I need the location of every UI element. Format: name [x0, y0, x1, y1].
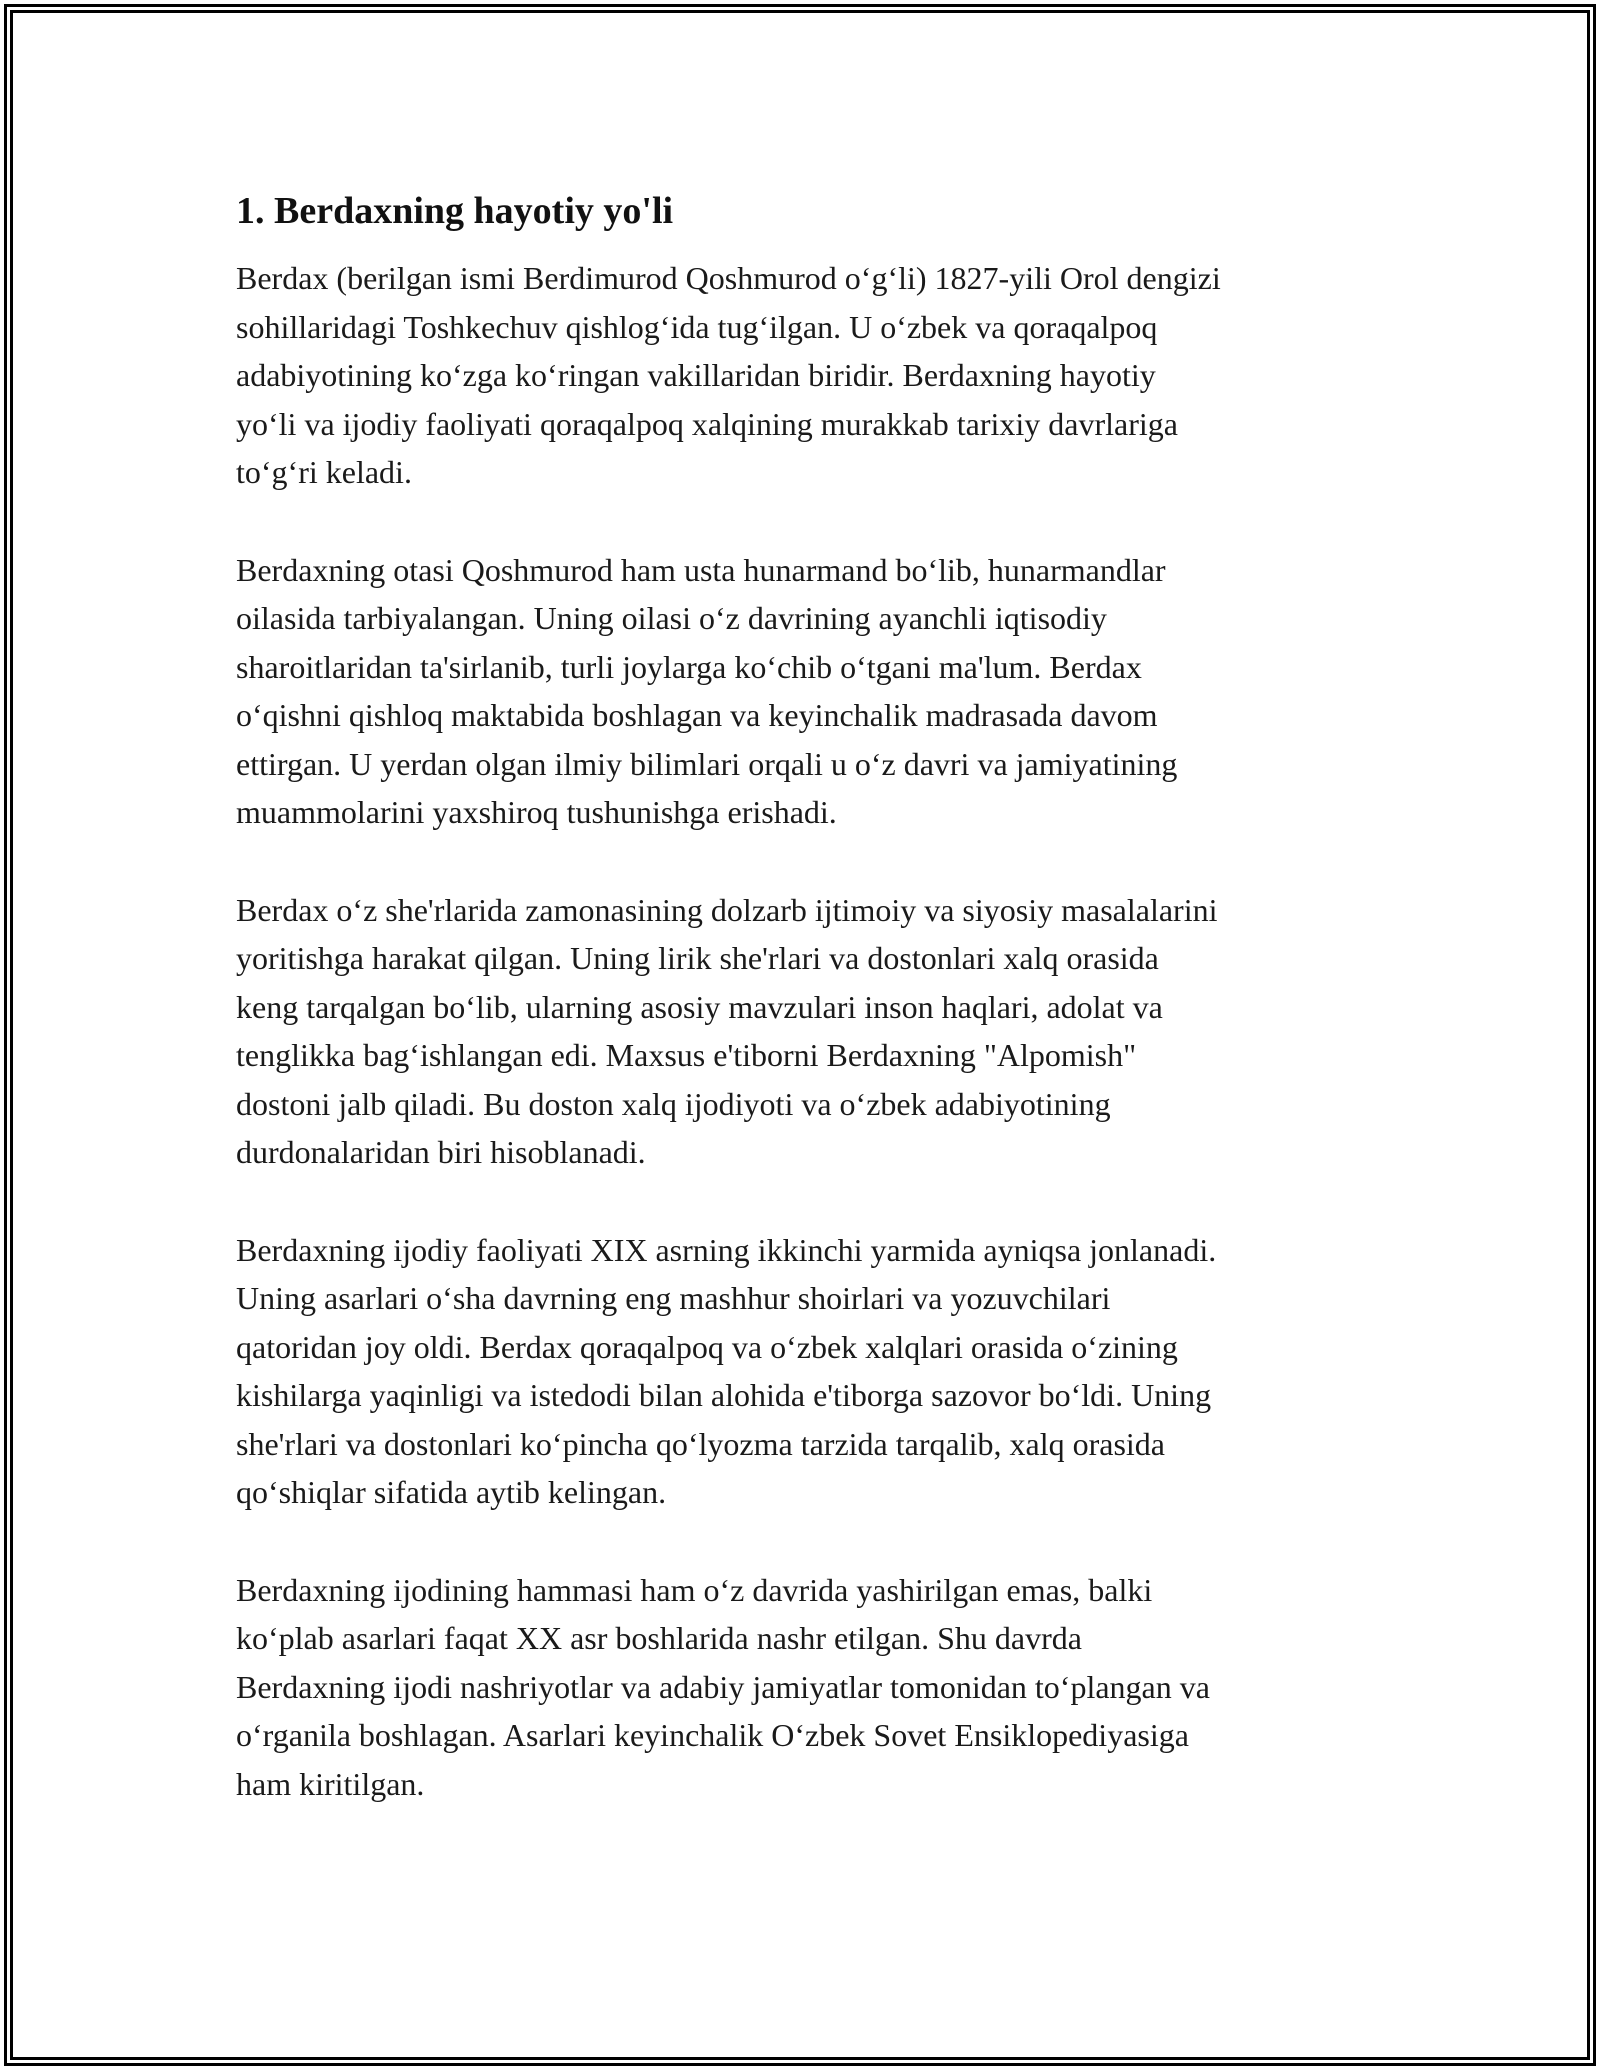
text-line: ettirgan. U yerdan olgan ilmiy bilimlari orqali u o‘z davri va jamiyatining: [236, 745, 1178, 782]
text-line: dostoni jalb qiladi. Bu doston xalq ijodiyoti va o‘zbek adabiyotining: [236, 1085, 1111, 1122]
text-line: qatoridan joy oldi. Berdax qoraqalpoq va o‘zbek xalqlari orasida o‘zining: [236, 1328, 1178, 1365]
text-line: qo‘shiqlar sifatida aytib kelingan.: [236, 1474, 667, 1510]
text-line: durdonalaridan biri hisoblanadi.: [236, 1134, 646, 1170]
text-line: Berdaxning ijodiy faoliyati XIX asrning ikkinchi yarmida ayniqsa jonlanadi.: [236, 1231, 1217, 1268]
paragraph-3: [236, 886, 1376, 1177]
text-line: ko‘plab asarlari faqat XX asr boshlarida nashr etilgan. Shu davrda: [236, 1620, 1082, 1656]
text-line: to‘g‘ri keladi.: [236, 454, 412, 490]
paragraph-5: [236, 1566, 1376, 1809]
text-line: muammolarini yaxshiroq tushunishga erishadi.: [236, 794, 837, 830]
document-body: [236, 186, 1376, 1857]
text-line: ham kiritilgan.: [236, 1765, 425, 1802]
text-line: keng tarqalgan bo‘lib, ularning asosiy mavzulari inson haqlari, adolat va: [236, 988, 1163, 1025]
text-line: sharoitlaridan ta'sirlanib, turli joylarga ko‘chib o‘tgani ma'lum. Berdax: [236, 648, 1142, 685]
text-line: Berdax o‘z she'rlarida zamonasining dolzarb ijtimoiy va siyosiy masalalarini: [236, 891, 1218, 928]
text-line: tenglikka bag‘ishlangan edi. Maxsus e'tiborni Berdaxning "Alpomish": [236, 1037, 1137, 1073]
document-title: 1. Berdaxning hayotiy yo'li: [236, 190, 674, 232]
paragraph-1: [236, 254, 1376, 497]
text-line: Berdaxning ijodi nashriyotlar va adabiy jamiyatlar tomonidan to‘plangan va: [236, 1668, 1210, 1705]
text-line: Berdaxning otasi Qoshmurod ham usta hunarmand bo‘lib, hunarmandlar: [236, 551, 1166, 588]
text-line: adabiyotining ko‘zga ko‘ringan vakillaridan biridir. Berdaxning hayotiy: [236, 357, 1156, 393]
text-line: oilasida tarbiyalangan. Uning oilasi o‘z davrining ayanchli iqtisodiy: [236, 600, 1107, 636]
text-line: she'rlari va dostonlari ko‘pincha qo‘lyozma tarzida tarqalib, xalq orasida: [236, 1425, 1165, 1462]
text-line: yo‘li va ijodiy faoliyati qoraqalpoq xalqining murakkab tarixiy davrlariga: [236, 405, 1178, 442]
text-line: yoritishga harakat qilgan. Uning lirik she'rlari va dostonlari xalq orasida: [236, 940, 1159, 976]
paragraph-4: [236, 1226, 1376, 1517]
text-line: sohillaridagi Toshkechuv qishlog‘ida tug‘ilgan. U o‘zbek va qoraqalpoq: [236, 308, 1158, 345]
text-line: o‘qishni qishloq maktabida boshlagan va keyinchalik madrasada davom: [236, 697, 1158, 733]
text-line: kishilarga yaqinligi va istedodi bilan alohida e'tiborga sazovor bo‘ldi. Uning: [236, 1377, 1212, 1413]
paragraph-2: [236, 546, 1376, 837]
text-line: Uning asarlari o‘sha davrning eng mashhur shoirlari va yozuvchilari: [236, 1280, 1111, 1316]
text-line: o‘rganila boshlagan. Asarlari keyinchalik O‘zbek Sovet Ensiklopediyasiga: [236, 1717, 1189, 1753]
text-line: Berdax (berilgan ismi Berdimurod Qoshmurod o‘g‘li) 1827-yili Orol dengizi: [236, 260, 1221, 296]
text-line: Berdaxning ijodining hammasi ham o‘z davrida yashirilgan emas, balki: [236, 1571, 1153, 1608]
